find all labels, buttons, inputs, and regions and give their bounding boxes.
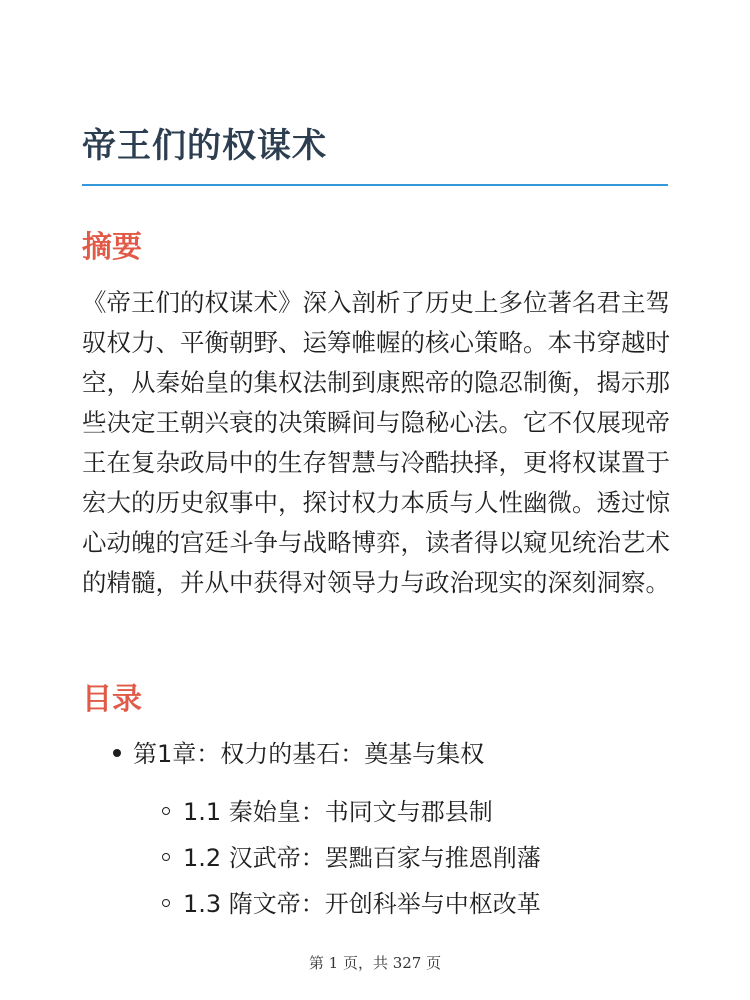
page-number: 第 1 页，共 327 页: [308, 954, 442, 972]
toc-section-item[interactable]: [162, 886, 541, 922]
book-title: 帝王们的权谋术: [82, 126, 327, 166]
bullet-circle-icon: [162, 853, 170, 861]
abstract-heading: 摘要: [82, 230, 142, 265]
toc-section-label: 1.2 汉武帝：罢黜百家与推恩削藩: [183, 844, 541, 872]
abstract-text: 《帝王们的权谋术》深入剖析了历史上多位著名君主驾驭权力、平衡朝野、运筹帷幄的核心策略。本书穿越时空，从秦始皇的集权法制到康熙帝的隐忍制衡，揭示那些决定王朝兴衰的决策瞬间与隐秘心法。它不仅展现帝王在复杂政局中的生存智慧与冷酷抉择，更将权谋置于宏大的历史叙事中，探讨权力本质与人性幽微。透过惊心动魄的宫廷斗争与战略博弈，读者得以窥见统治艺术的精髓，并从中获得对领导力与政治现实的深刻洞察。: [82, 288, 670, 597]
bullet-circle-icon: [162, 807, 170, 815]
toc-heading: 目录: [82, 682, 142, 717]
bullet-circle-icon: [162, 899, 170, 907]
title-divider: [82, 184, 668, 186]
toc-chapter-label: 第1章：权力的基石：奠基与集权: [133, 740, 485, 768]
toc-section-item[interactable]: [162, 794, 493, 830]
toc-section-item[interactable]: [162, 840, 541, 876]
bullet-dot-icon: [113, 749, 121, 757]
toc-section-label: 1.3 隋文帝：开创科举与中枢改革: [183, 890, 541, 918]
toc-section-label: 1.1 秦始皇：书同文与郡县制: [183, 798, 493, 826]
toc-chapter-item[interactable]: [113, 736, 484, 772]
